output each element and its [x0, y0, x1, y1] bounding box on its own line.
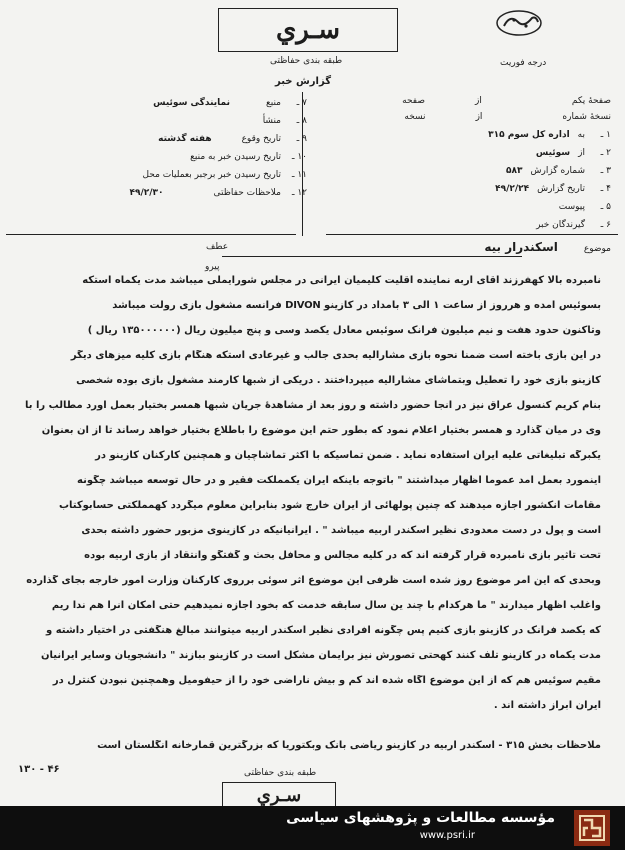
secret-stamp-top: سـري: [218, 8, 398, 52]
subject-value: اسکندرار بیه: [484, 240, 558, 254]
body-line: وی در میان گذارد و همسر بختیار اعلام نمود که بطور حتم این موضوع را باطلاع بختیار خواهد رساند تا از آن بعنوان: [41, 425, 601, 436]
subject-row: [484, 240, 611, 254]
page-sub: صفحه: [402, 96, 425, 106]
body-line: که یکصد فرانک در کازینو بازی کنیم پس چگونه افرادی نظیر اسکندر اربیه میتوانند مبالغ هنگفتی در اختیار داشته و: [46, 625, 601, 636]
document-code: ۴۶ - ۱۳۰: [18, 764, 60, 775]
right-field-1: ۱ ـ به اداره کل سوم ۳۱۵: [488, 130, 611, 140]
ministry-seal-icon: [494, 8, 544, 38]
body-line: وتاکنون حدود هفت و نیم میلیون فرانک سوئیس معادل یکصد وسی و پنج میلیون ریال (۱۳۵۰۰۰۰۰۰ ریال ): [87, 325, 601, 336]
secret-stamp-bottom: سـري: [222, 782, 336, 810]
left-field-11: ۱۱ ـ تاریخ رسیدن خبر برجبر بعملیات محل: [142, 170, 307, 180]
follow-up-note: پیرو: [205, 262, 220, 272]
body-line: در این بازی باخته است ضمنا نحوه بازی مشارالیه بحدی جالب و غیرعادی استکه هنگام بازی کلیه میزهای دیگر: [70, 350, 601, 361]
remarks-line: ملاحظات بخش ۳۱۵ - اسکندر اربیه در کازینو ریاضی بانک وبکتوریا که بزرگترین قمارخانه انگلستان است: [97, 740, 601, 751]
body-line: واغلب اظهار میدارند " ما هرکدام با چند ین سال سابقه خدمت که بخود اجازه نمیدهیم حتی امکان آنرا هم ندا ریم: [51, 600, 601, 611]
left-field-12: ۱۲ ـ ملاحظات حفاظتی ۴۹/۲/۳۰: [129, 188, 307, 198]
right-field-4: ۴ ـ تاریخ گزارش ۴۹/۲/۲۴: [495, 184, 611, 194]
copy-from: از: [475, 112, 483, 122]
copy-sub: نسخه: [404, 112, 426, 122]
body-line: اینمورد بعمل آمد عموما اظهار میداشتند " باتوجه باینکه ایران یکمملکت فقیر و در حال توسعه میباشد چگونه: [77, 475, 601, 486]
page-label: صفحهٔ یکم: [571, 96, 611, 106]
attn-note: عطف: [206, 242, 229, 252]
copy-number-row: [351, 112, 611, 122]
classification-caption-bottom: طبقه بندی حفاظتی: [244, 768, 317, 778]
body-line: وبحدی که این امر موضوع روز شده است ظرفی این موضوع اثر سوئی برروی کارکنان وزارت امور خارجه بجای گذارده: [26, 575, 601, 586]
body-line: مدت یکماه در کازینو تلف کنند کهحتی تصورش نیز برایمان مشکل است در کازینو ببازند " دانشجویان وسایر ایرانیان: [40, 650, 601, 661]
left-field-10: ۱۰ ـ تاریخ رسیدن خبر به منبع: [190, 152, 307, 162]
body-line: نامبرده بالا کهفرزند آقای اربه نماینده اقلیت کلیمیان ایرانی در مجلس شورایملی میباشد مدت یکماه استکه: [82, 275, 601, 286]
header-divider-left: [6, 234, 296, 235]
copy-label: نسخهٔ شماره: [562, 112, 611, 122]
page-from: از: [474, 96, 482, 106]
report-title: گزارش خبر: [275, 76, 332, 87]
page-number-row: [351, 96, 611, 106]
classification-caption: طبقه بندی حفاظتی: [270, 56, 343, 66]
right-field-6: ۶ ـ گیرندگان خبر: [536, 220, 611, 230]
urgency-label: درجه فوریت: [500, 58, 547, 68]
header-divider-right: [326, 234, 618, 235]
body-line: مقامات آنکشور اجازه میدهند که چنین پولهائی از ایران خارج شود بنابراین معلوم میگردد کهمملکتی حسابوکتاب: [58, 500, 601, 511]
right-field-2: ۲ ـ از سوئیس: [535, 148, 611, 158]
psri-logo-icon: [574, 810, 610, 846]
subject-underline: [222, 256, 522, 257]
body-line: کازینو بازی خود را تعطیل وبتماشای مشارالیه میپرداختند . دریکی از شبها کارمند مشغول بازی بوده شخصی: [76, 375, 601, 386]
header-column-divider: [302, 92, 303, 236]
footer-url: www.psri.ir: [419, 830, 475, 841]
footer-organization: مؤسسه مطالعات و پژوهشهای سیاسی: [286, 810, 555, 826]
left-field-8: ۸ ـ منشأ: [262, 116, 307, 126]
body-line: بنام کریم کنسول عراق نیز در آنجا حضور داشته و روز بعد از مشاهدهٔ جریان شبها همسر بختیار بعمل آورد مطالب را با: [24, 400, 601, 411]
body-line: است و پول در دست معدودی نظیر اسکندر اربیه میباشد " . ایرانیانیکه در کازینوی مزبور حضور داشته بحدی: [81, 525, 601, 536]
subject-label: موضوع: [583, 244, 611, 254]
body-line: یکبرگه تبلیغاتی علیه ایران استفاده نماید . ضمن تماسیکه با اکثر تماشاچیان و همچنین کارکنان کازینو در: [95, 450, 601, 461]
body-line: ایران ابراز داشته اند .: [493, 700, 601, 711]
body-line: تحت تاثیر بازی نامبرده قرار گرفته اند که در کلیه مجالس و محافل بحث و گفتگو وانتقاد از بازی اربیه بوده: [84, 550, 601, 561]
body-line: بسوئیس آمده و هرروز از ساعت ۱ الی ۳ بامداد در کازینو DIVON فرانسه مشغول بازی رولت میباشد: [112, 300, 601, 311]
body-line: مقیم سوئیس هم که از این موضوع آگاه شده اند کم و بیش ناراضی خود را از حیفومیل وهمچنین نبودن کنترل در: [52, 675, 601, 686]
right-field-3: ۳ ـ شماره گزارش ۵۸۳: [506, 166, 611, 176]
footer-watermark-bar: [0, 806, 625, 850]
left-field-9: ۹ ـ تاریخ وقوع هفته گذشته: [158, 134, 307, 144]
right-field-5: ۵ ـ پیوست: [558, 202, 611, 212]
left-field-7: ۷ ـ منبع نمایندگی سوئیس: [153, 98, 307, 108]
